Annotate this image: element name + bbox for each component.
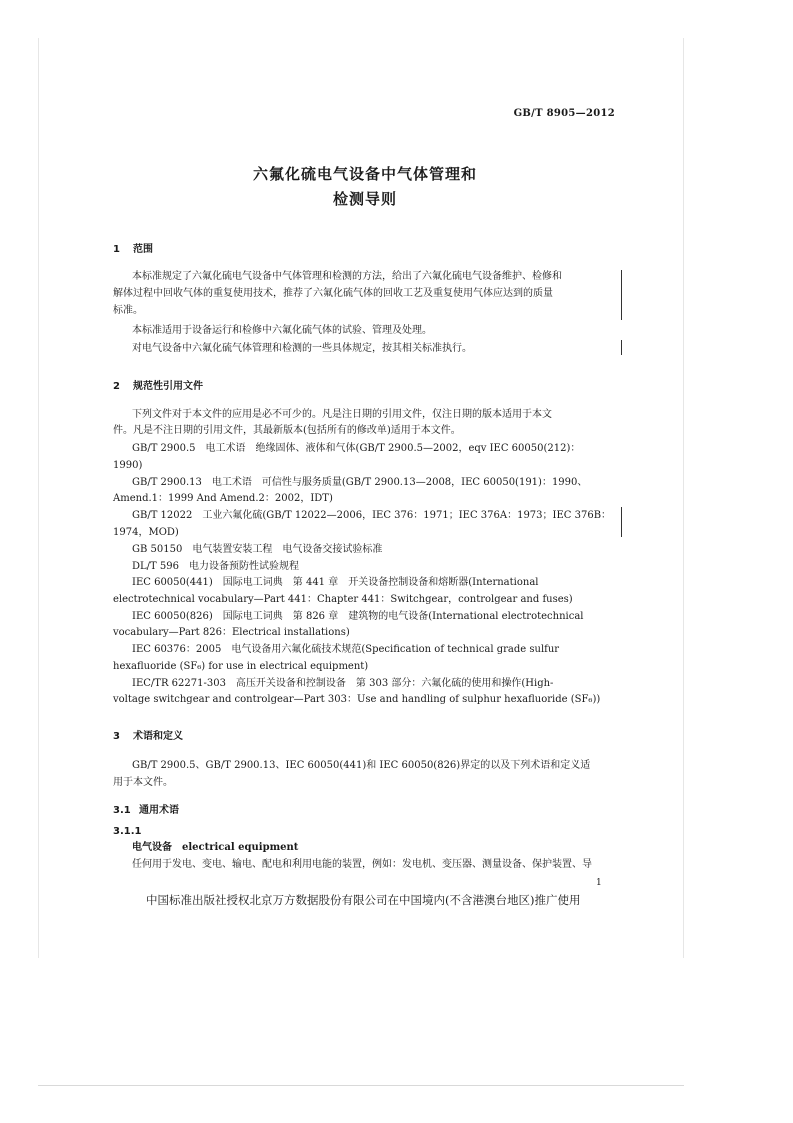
term-heading [132,842,298,854]
section-3-heading [113,727,183,742]
section-1-heading [113,240,153,255]
section-2-heading [113,377,203,392]
reference-entry: IEC 60050(441) 国际电工词典 第 441 章 开关设备控制设备和熔断器(International [132,577,539,588]
paragraph-line: 用于本文件。 [113,777,173,788]
change-bar [621,507,622,537]
term-definition: 任何用于发电、变电、输电、配电和利用电能的装置，例如：发电机、变压器、测量设备、保护装置、导 [132,859,592,870]
standard-code: GB/T 8905—2012 [513,108,615,119]
reference-entry: IEC 60050(826) 国际电工词典 第 826 章 建筑物的电气设备(International electrotechnical [132,611,584,622]
paragraph-line: 件。凡是不注日期的引用文件，其最新版本(包括所有的修改单)适用于本文件。 [113,425,461,436]
section-title: 规范性引用文件 [133,381,203,392]
document-title-line-1: 六氟化硫电气设备中气体管理和 [252,165,477,183]
term-chinese: 电气设备 [132,842,172,853]
reference-entry: GB/T 2900.5 电工术语 绝缘固体、液体和气体(GB/T 2900.5—2002，eqv IEC 60050(212)： [132,443,581,454]
paragraph-line: 对电气设备中六氟化硫气体管理和检测的一些具体规定，按其相关标准执行。 [132,343,472,354]
page-bottom-rule [38,1085,684,1086]
reference-entry: DL/T 596 电力设备预防性试验规程 [132,561,299,572]
reference-entry: IEC 60376：2005 电气设备用六氟化硫技术规范(Specification of technical grade sulfur [132,644,560,655]
paragraph-line: 下列文件对于本文件的应用是必不可少的。凡是注日期的引用文件，仅注日期的版本适用于本文 [132,409,552,420]
subsection-3-1-heading [113,801,179,816]
page-number: 1 [596,878,602,888]
section-number: 1 [113,244,120,255]
change-bar [621,270,622,320]
reference-entry: GB/T 12022 工业六氟化硫(GB/T 12022—2006，IEC 376：1971；IEC 376A：1973；IEC 376B： [132,510,612,521]
paragraph-line: 本标准规定了六氟化硫电气设备中气体管理和检测的方法，给出了六氟化硫电气设备维护、检修和 [132,271,562,282]
reference-entry: GB 50150 电气装置安装工程 电气设备交接试验标准 [132,544,383,555]
subsection-number: 3.1 [113,805,131,816]
reference-entry: electrotechnical vocabulary—Part 441：Chapter 441：Switchgear，controlgear and fuses) [113,594,573,605]
change-bar [621,340,622,355]
page-frame-right [683,38,684,958]
paragraph-line: 本标准适用于设备运行和检修中六氟化硫气体的试验、管理及处理。 [132,325,432,336]
reference-entry: Amend.1：1999 And Amend.2：2002，IDT) [113,493,333,504]
paragraph-line: 标准。 [113,305,143,316]
paragraph-line: 解体过程中回收气体的重复使用技术，推荐了六氟化硫气体的回收工艺及重复使用气体应达到的质量 [113,288,553,299]
reference-entry: vocabulary—Part 826：Electrical installations) [113,627,350,638]
reference-entry: 1990) [113,460,143,471]
document-title-line-2: 检测导则 [332,190,397,208]
paragraph-line: GB/T 2900.5、GB/T 2900.13、IEC 60050(441)和 IEC 60050(826)界定的以及下列术语和定义适 [132,760,591,771]
reference-entry: 1974，MOD) [113,527,179,538]
section-title: 术语和定义 [133,731,183,742]
term-number: 3.1.1 [113,826,142,837]
section-title: 范围 [133,244,153,255]
reference-entry: IEC/TR 62271-303 高压开关设备和控制设备 第 303 部分：六氟化硫的使用和操作(High- [132,678,554,689]
section-number: 2 [113,381,120,392]
page-frame-left [38,38,39,958]
section-number: 3 [113,731,120,742]
term-english: electrical equipment [182,842,299,853]
reference-entry: GB/T 2900.13 电工术语 可信性与服务质量(GB/T 2900.13—2008，IEC 60050(191)：1990、 [132,477,588,488]
footer-notice: 中国标准出版社授权北京万方数据股份有限公司在中国境内(不含港澳台地区)推广使用 [146,893,581,907]
reference-entry: voltage switchgear and controlgear—Part 303：Use and handling of sulphur hexafluoride (SF₆)) [113,694,601,705]
subsection-title: 通用术语 [139,805,179,816]
reference-entry: hexafluoride (SF₆) for use in electrical equipment) [113,661,369,672]
